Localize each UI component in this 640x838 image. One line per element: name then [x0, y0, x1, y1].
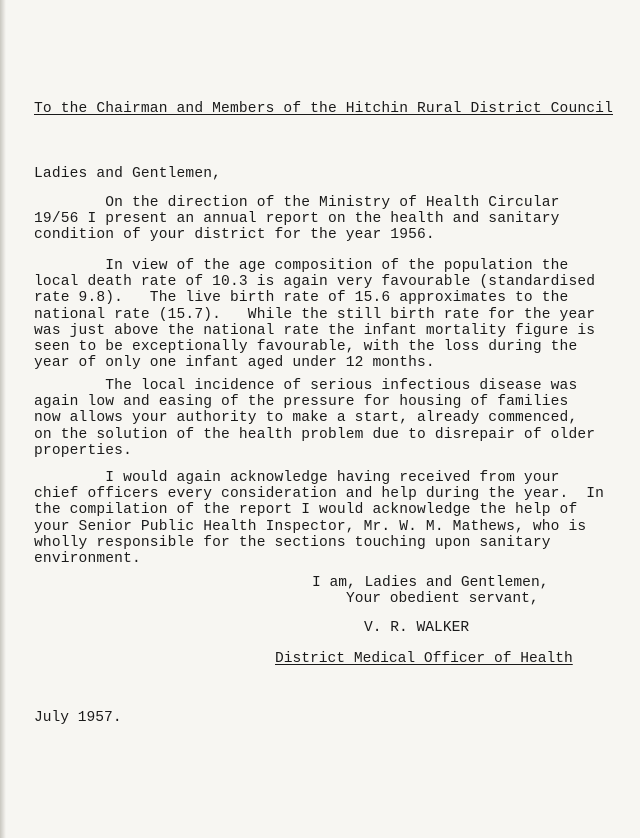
paragraph-line: again low and easing of the pressure for housing of families [34, 394, 569, 411]
closing-line-1: I am, Ladies and Gentlemen, [312, 575, 549, 591]
salutation: Ladies and Gentlemen, [34, 166, 222, 182]
paragraph-line: properties. [34, 442, 132, 459]
closing-line-2: Your obedient servant, [346, 591, 539, 607]
signature-name: V. R. WALKER [364, 620, 470, 636]
paragraph-1 [34, 195, 560, 244]
letter-heading: To the Chairman and Members of the Hitchin Rural District Council [34, 101, 613, 117]
paragraph-line: condition of your district for the year 1956. [34, 227, 435, 244]
paragraph-line: seen to be exceptionally favourable, with the loss during the [34, 339, 578, 356]
paragraph-line: rate 9.8). The live birth rate of 15.6 approximates to the [34, 290, 569, 307]
paragraph-line: On the direction of the Ministry of Health Circular [34, 195, 560, 211]
paragraph-line: your Senior Public Health Inspector, Mr. W. M. Mathews, who is [34, 518, 587, 535]
paragraph-line: local death rate of 10.3 is again very favourable (standardised [34, 274, 596, 291]
paragraph-line: I would again acknowledge having received from your [34, 470, 560, 486]
paragraph-line: The local incidence of serious infectious disease was [34, 378, 578, 394]
paragraph-line: on the solution of the health problem due to disrepair of older [34, 426, 596, 443]
paragraph-line: was just above the national rate the infant mortality figure is [34, 322, 596, 339]
paragraph-line: national rate (15.7). While the still birth rate for the year [34, 306, 596, 323]
paragraph-line: 19/56 I present an annual report on the health and sanitary [34, 211, 560, 228]
paragraph-line: year of only one infant aged under 12 months. [34, 355, 435, 372]
paragraph-line: wholly responsible for the sections touching upon sanitary [34, 534, 551, 551]
paragraph-line: chief officers every consideration and help during the year. In [34, 486, 605, 503]
letter-date: July 1957. [34, 710, 122, 726]
paragraph-line: environment. [34, 551, 141, 568]
paragraph-3 [34, 378, 595, 459]
paragraph-line: the compilation of the report I would acknowledge the help of [34, 502, 578, 519]
paragraph-2 [34, 258, 595, 371]
paragraph-line: In view of the age composition of the population the [34, 258, 569, 274]
page-edge-shadow [0, 0, 6, 838]
signatory-title: District Medical Officer of Health [275, 651, 573, 667]
paragraph-line: now allows your authority to make a start, already commenced, [34, 410, 578, 427]
paragraph-4 [34, 470, 604, 567]
